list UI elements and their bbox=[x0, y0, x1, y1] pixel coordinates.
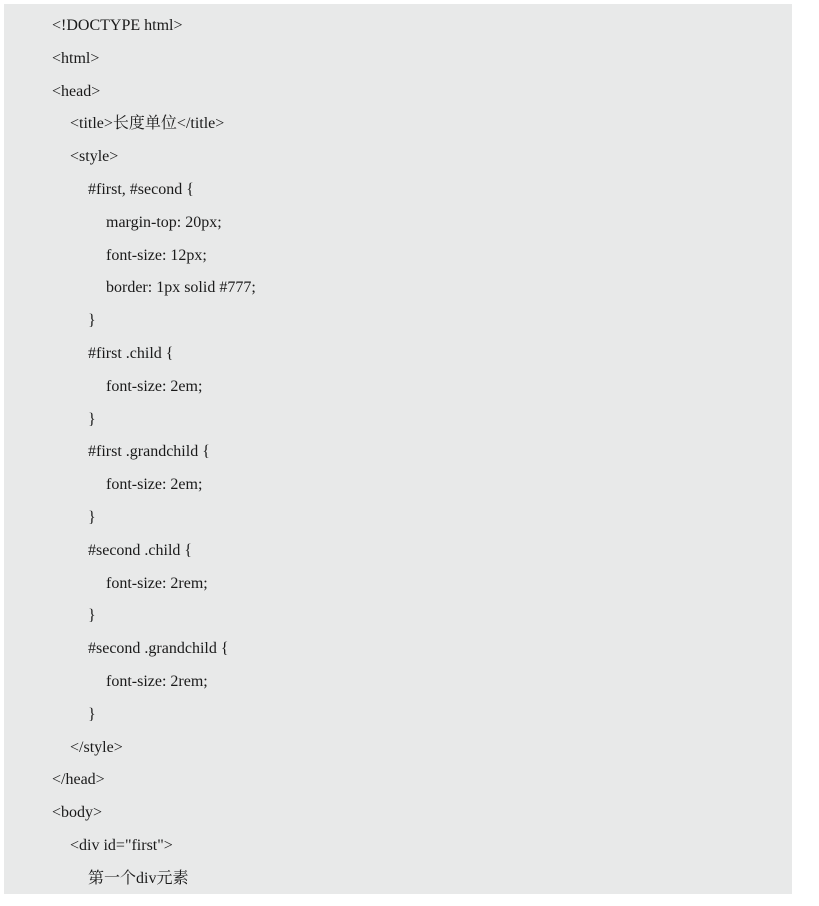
code-line: <html> bbox=[52, 49, 100, 67]
code-line: <style> bbox=[70, 148, 119, 166]
code-line: border: 1px solid #777; bbox=[106, 279, 256, 297]
code-line: } bbox=[88, 705, 96, 723]
code-line: font-size: 2rem; bbox=[106, 574, 208, 592]
code-listing bbox=[4, 4, 792, 894]
code-line: font-size: 2em; bbox=[106, 476, 203, 494]
code-line: } bbox=[88, 410, 96, 428]
code-line: } bbox=[88, 607, 96, 625]
code-line: <body> bbox=[52, 804, 103, 822]
code-line: font-size: 12px; bbox=[106, 246, 207, 264]
code-line: font-size: 2em; bbox=[106, 377, 203, 395]
code-line: #second .child { bbox=[88, 541, 193, 559]
code-line: </head> bbox=[52, 771, 105, 789]
code-line: <div id="first"> bbox=[70, 836, 173, 854]
code-line: #first .child { bbox=[88, 344, 174, 362]
code-line: #first .grandchild { bbox=[88, 443, 210, 461]
code-line: font-size: 2rem; bbox=[106, 672, 208, 690]
code-line: #first, #second { bbox=[88, 180, 194, 198]
code-line: <title>长度单位</title> bbox=[70, 115, 225, 133]
code-line: <head> bbox=[52, 82, 101, 100]
code-line: </style> bbox=[70, 738, 123, 756]
code-line: 第一个div元素 bbox=[88, 869, 189, 887]
code-line: #second .grandchild { bbox=[88, 640, 229, 658]
code-line: } bbox=[88, 508, 96, 526]
code-line: <!DOCTYPE html> bbox=[52, 17, 183, 34]
code-line: } bbox=[88, 312, 96, 330]
code-line: margin-top: 20px; bbox=[106, 213, 222, 231]
